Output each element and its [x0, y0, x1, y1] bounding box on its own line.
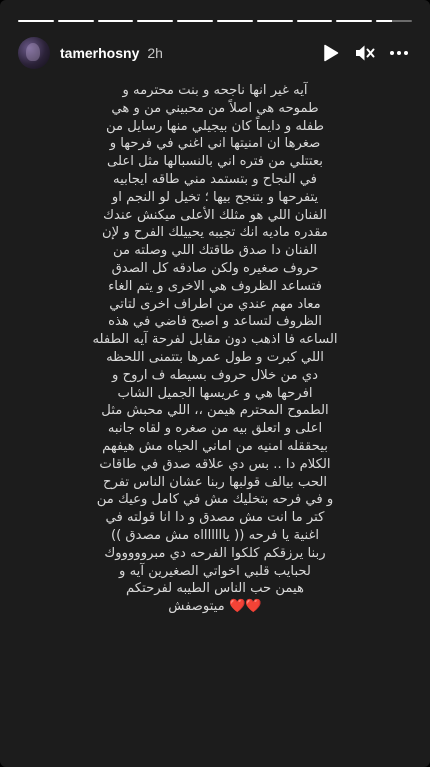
progress-segment [297, 20, 333, 22]
text-line: لحبايب قلبي اخواتي الصغيرين آيه و [119, 563, 311, 579]
text-line: الفنان دا صدق طاقتك اللي وصلته من [112, 243, 318, 259]
text-line: مقدره ماديه انك تجيبه يحييلك الفرح و لإن [102, 225, 328, 241]
text-line: يتفرحها و بتنجح بيها ؛ تخيل لو النجم او [111, 189, 319, 205]
story-text-content [0, 82, 430, 616]
play-icon[interactable] [318, 40, 344, 66]
post-time: 2h [147, 45, 163, 61]
text-line: فتساعد الظروف هي الاخرى و يتم الغاء [108, 278, 322, 294]
text-line: افرحها هي و عريسها الجميل الشاب [117, 385, 313, 401]
more-dots-icon[interactable] [386, 40, 412, 66]
progress-segment [336, 20, 372, 22]
text-line: الكلام دا .. بس دي علاقه صدق في طاقات [99, 456, 331, 472]
progress-segment [217, 20, 253, 22]
avatar[interactable] [18, 37, 50, 69]
text-line: الطموح المحترم هيمن ،، اللي محبش مثل [101, 403, 329, 419]
text-line: بعتتلي من فتره اني بالنسبالها مثل اعلى [107, 154, 323, 170]
progress-segment [137, 20, 173, 22]
text-line: طموحه هي اصلاً من محبيني من و هي [111, 100, 319, 116]
text-line: هيمن حب الناس الطيبه لفرحتكم [126, 581, 304, 597]
text-line: دي من خلال حروف بسيطه ف اروح و [112, 367, 318, 383]
text-line: ربنا يرزقكم كلكوا الفرحه دي مبروووووك [104, 545, 326, 561]
progress-segment [257, 20, 293, 22]
story-header [18, 36, 412, 70]
progress-segment [376, 20, 412, 22]
closing-line [0, 598, 430, 616]
speaker-muted-icon[interactable] [352, 40, 378, 66]
text-line: في النجاح و بتستمد مني طاقه ايجابيه [113, 171, 317, 187]
progress-segment [18, 20, 54, 22]
progress-segment [177, 20, 213, 22]
text-line: الظروف لتساعد و اصبح فاضي في هذه [108, 314, 322, 330]
text-line: كتر ما انت مش مصدق و دا انا قولته في [105, 510, 325, 526]
text-line: آيه غير انها ناجحه و بنت محترمه و [122, 83, 308, 98]
text-line: اغنية يا فرحه (( ياااااااه مش مصدق )) [110, 527, 320, 543]
text-line: صغرها ان امنيتها اني اغني في فرحها و [109, 136, 321, 152]
text-line: بيحققله امنيه من اماني الحياه مش هيفهم [102, 438, 328, 454]
progress-segment [58, 20, 94, 22]
text-line: الساعه فا اذهب دون مقابل لفرحة آيه الطفله [92, 332, 338, 348]
text-line: اللي كبرت و طول عمرها بتتمنى اللحظه [106, 349, 324, 365]
text-line: اعلى و اتعلق بيه من صغره و لقاه جانبه [107, 421, 323, 437]
text-line: الفنان اللي هو مثلك الأعلى ميكنش عندك [103, 207, 327, 223]
closing-word: ميتوصفش [168, 599, 225, 615]
text-line: طفله و دايماً كان بيجيلي منها رسايل من [106, 118, 324, 134]
text-line: معاد مهم عندي من اطراف اخرى لتاتي [109, 296, 321, 312]
progress-segment [98, 20, 134, 22]
heart-icons: ❤️❤️ [228, 599, 262, 615]
story-progress-bar [18, 20, 412, 22]
text-line: الحب بيالف قولبها ربنا عشان الناس تفرح [102, 474, 328, 490]
text-line: و في فرحه بتخليك مش في كامل وعيك من [96, 492, 334, 508]
username[interactable]: tamerhosny [60, 45, 140, 61]
text-line: حروف صغيره ولكن صادقه كل الصدق [111, 260, 319, 276]
